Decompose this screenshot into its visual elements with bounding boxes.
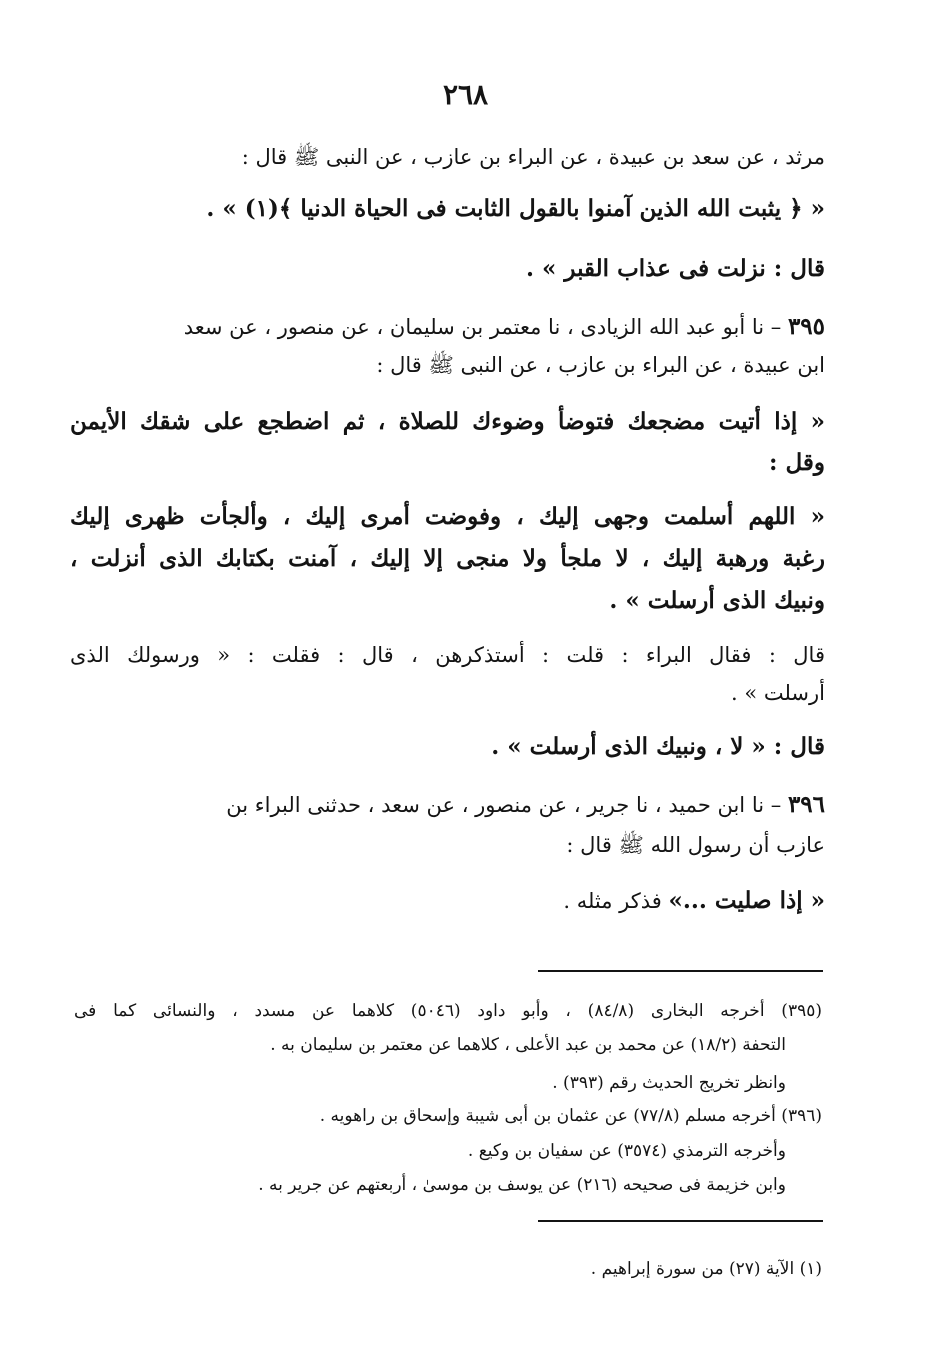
footnote-line: وابن خزيمة فى صحيحه (٢١٦) عن يوسف بن موسىٰ ، أربعتهم عن جرير به . bbox=[258, 1175, 786, 1195]
hadith-396-line-1 bbox=[70, 788, 825, 822]
supplication-line: ونبيك الذى أرسلت » . bbox=[609, 587, 825, 614]
text-line: قال : نزلت فى عذاب القبر » . bbox=[526, 255, 825, 282]
text-line: قال : « لا ، ونبيك الذى أرسلت » . bbox=[491, 733, 825, 760]
hadith-number: ٣٩٦ bbox=[787, 791, 825, 818]
verse-footnote: (١) الآية (٢٧) من سورة إبراهيم . bbox=[590, 1259, 822, 1279]
quran-verse-line: « ﴿ يثبت الله الذين آمنوا بالقول الثابت فى الحياة الدنيا ﴾(١) » . bbox=[206, 195, 825, 222]
supplication-line: « اللهم أسلمت وجهى إليك ، وفوضت أمرى إليك ، وألجأت ظهرى إليك bbox=[70, 503, 825, 530]
footnote-line: (٣٩٦) أخرجه مسلم (٧٧/٨) عن عثمان بن أبى شيبة وإسحاق بن راهويه . bbox=[319, 1106, 822, 1126]
hadith-396-line-2: عازب أن رسول الله ﷺ قال : bbox=[566, 833, 825, 857]
quote-line: وقل : bbox=[768, 449, 825, 476]
page-number: ٢٦٨ bbox=[442, 78, 489, 111]
supplication-line: رغبة ورهبة إليك ، لا ملجأ ولا منجى إلا إليك ، آمنت بكتابك الذى أنزلت ، bbox=[70, 545, 825, 572]
footnote-line: (٣٩٥) أخرجه البخارى (٨٤/٨) ، وأبو داود (٥٠٤٦) كلاهما عن مسدد ، والنسائى كما فى bbox=[74, 1001, 822, 1021]
hadith-395-line-2: ابن عبيدة ، عن البراء بن عازب ، عن النبى ﷺ قال : bbox=[376, 353, 825, 377]
footnote-line: وأخرجه الترمذي (٣٥٧٤) عن سفيان بن وكيع . bbox=[467, 1141, 786, 1161]
footnote-line: وانظر تخريج الحديث رقم (٣٩٣) . bbox=[552, 1073, 786, 1093]
footnote-line: التحفة (١٨/٢) عن محمد بن عبد الأعلى ، كلاهما عن معتمر بن سليمان به . bbox=[270, 1035, 786, 1055]
quote-line: « إذا أتيت مضجعك فتوضأ وضوءك للصلاة ، ثم اضطجع على شقك الأيمن bbox=[70, 408, 825, 435]
quote-text: « إذا صليت ...» bbox=[668, 887, 825, 914]
text-line: أرسلت » . bbox=[730, 681, 825, 705]
footnote-divider bbox=[538, 970, 823, 972]
hadith-395-line-1 bbox=[70, 310, 825, 344]
hadith-text: – نا ابن حميد ، نا جرير ، عن منصور ، عن سعد ، حدثنى البراء بن bbox=[226, 793, 782, 817]
text-line bbox=[70, 884, 825, 918]
text-continuation: فذكر مثله . bbox=[563, 889, 669, 913]
text-line: قال : فقال البراء : قلت : أستذكرهن ، قال : فقلت : « ورسولك الذى bbox=[70, 643, 825, 667]
hadith-number: ٣٩٥ bbox=[787, 313, 825, 340]
footnote-divider bbox=[538, 1220, 823, 1222]
hadith-text: – نا أبو عبد الله الزيادى ، نا معتمر بن سليمان ، عن منصور ، عن سعد bbox=[183, 315, 782, 339]
text-line: مرثد ، عن سعد بن عبيدة ، عن البراء بن عازب ، عن النبى ﷺ قال : bbox=[241, 145, 825, 169]
